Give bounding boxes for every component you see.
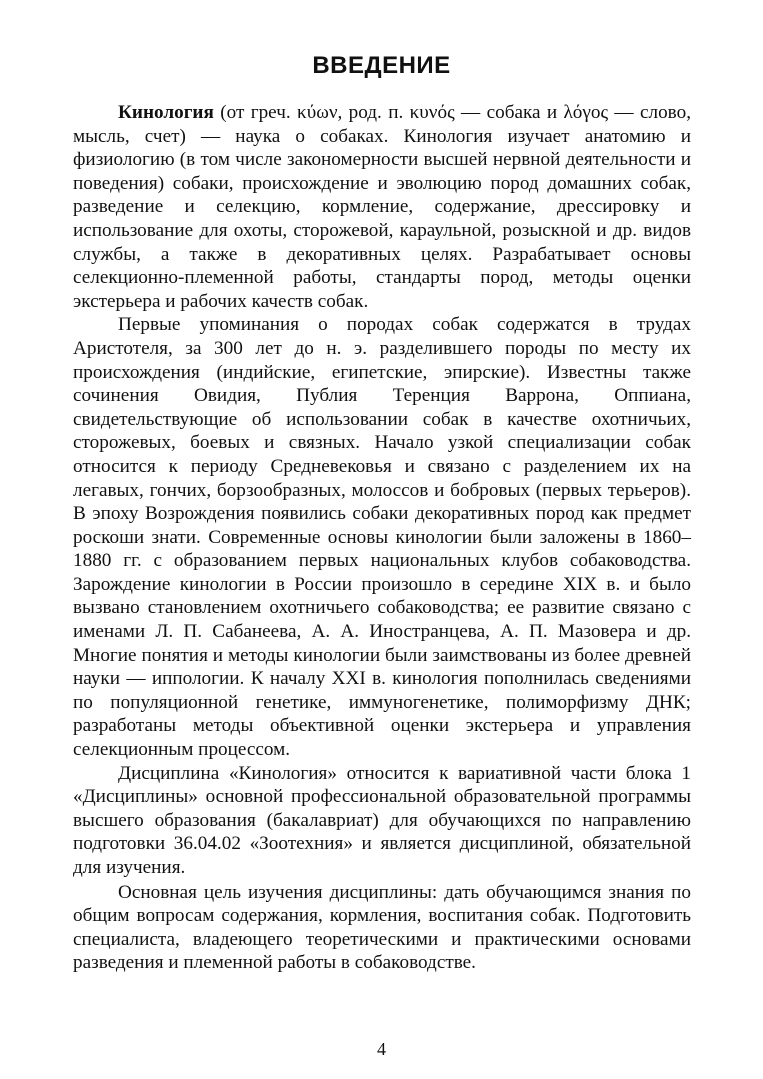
paragraph-goal: Основная цель изучения дисциплины: дать обучающимся знания по общим вопросам содержания, кормления, воспитания собак. Подготовить специалиста, владеющего теоретическими и практическими основами разведения и племенной работы в собаководстве.	[73, 881, 691, 974]
paragraph-discipline: Дисциплина «Кинология» относится к вариативной части блока 1 «Дисциплины» основной профессиональной образовательной программы высшего образования (бакалавриат) для обучающихся по направлению подготовки 36.04.02 «Зоотехния» и является дисциплиной, обязательной для изучения.	[73, 762, 691, 878]
body-text	[73, 101, 691, 975]
page-title: ВВЕДЕНИЕ	[312, 52, 451, 79]
page-number: 4	[377, 1039, 386, 1059]
paragraph-history: Первые упоминания о породах собак содержатся в трудах Аристотеля, за 300 лет до н. э. разделившего породы по месту их происхождения (индийские, египетские, эпирские). Известны также сочинения Овидия, Публия Теренция Варрона, Оппиана, свидетельствующие об использовании собак в качестве охотничьих, сторожевых, боевых и связных. Начало узкой специализации собак относится к периоду Средневековья и связано с разделением их на легавых, гончих, борзообразных, молоссов и бобровых (первых терьеров). В эпоху Возрождения появились собаки декоративных пород как предмет роскоши знати. Современные основы кинологии были заложены в 1860–1880 гг. с образованием первых национальных клубов собаководства. Зарождение кинологии в России произошло в середине XIX в. и было вызвано становлением охотничьего собаководства; ее развитие связано с именами Л. П. Сабанеева, А. А. Иностранцева, А. П. Мазовера и др. Многие понятия и методы кинологии были заимствованы из более древней науки — иппологии. К началу XXI в. кинология пополнилась сведениями по популяционной генетике, иммуногенетике, полиморфизму ДНК; разработаны методы объективной оценки экстерьера и управления селекционным процессом.	[73, 314, 691, 761]
term-kinologiya: Кинология	[118, 102, 214, 123]
paragraph-definition-text: (от греч. κύων, род. п. κυνός — собака и λόγος — слово, мысль, счет) — наука о собаках. Кинология изучает анатомию и физиологию (в том числе закономерности высшей нервной деятельности и поведения) собаки, происхождение и эволюцию пород домашних собак, разведение и селекцию, кормление, содержание, дрессировку и использование для охоты, сторожевой, караульной, розыскной и др. видов службы, а также в декоративных целях. Разрабатывает основы селекционно-племенной работы, стандарты пород, методы оценки экстерьера и рабочих качеств собак.	[73, 102, 691, 312]
paragraph-definition	[73, 101, 691, 313]
